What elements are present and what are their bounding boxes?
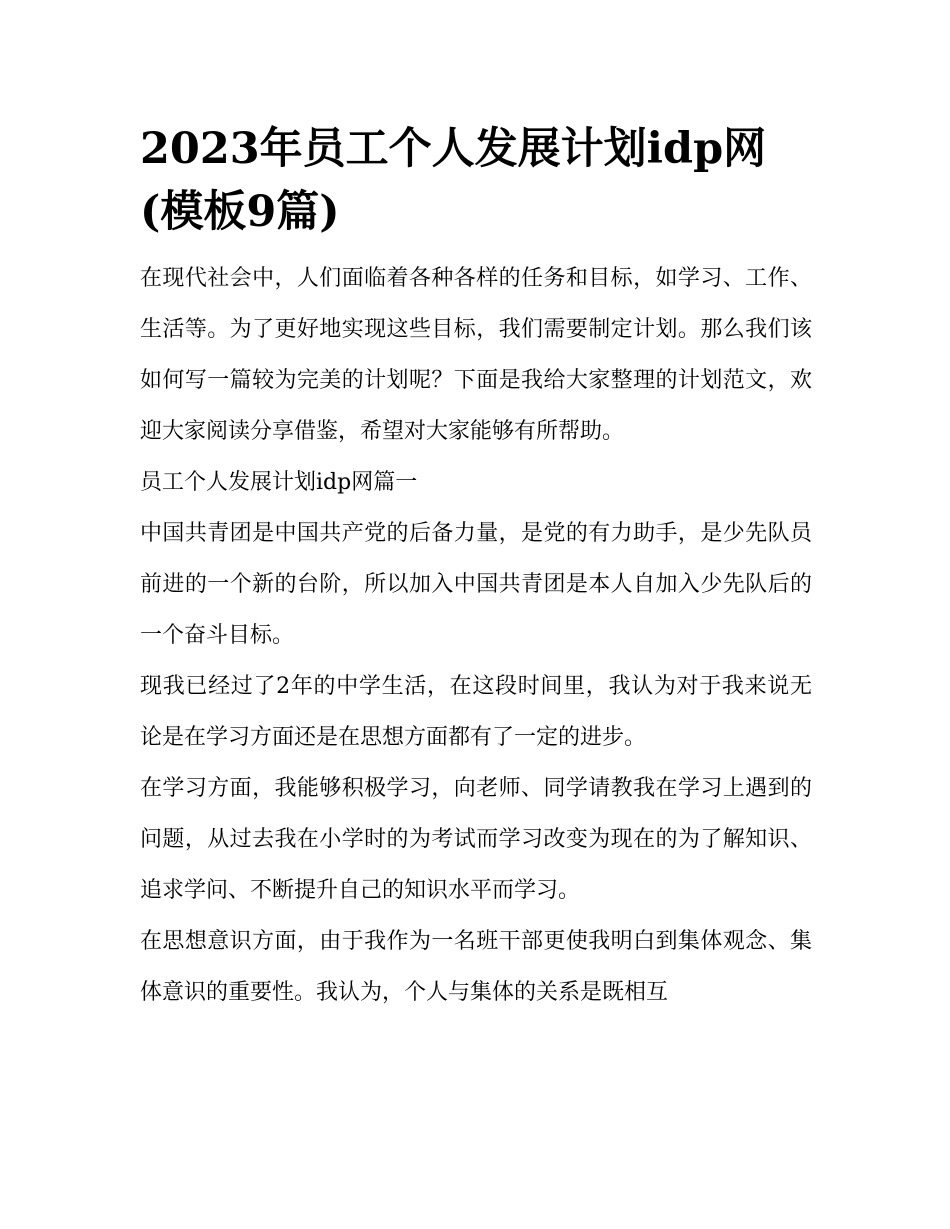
intro-paragraph: 在现代社会中，人们面临着各种各样的任务和目标，如学习、工作、生活等。为了更好地实现这些目标，我们需要制定计划。那么我们该如何写一篇较为完美的计划呢？下面是我给大家整理的计划范文，欢迎大家阅读分享借鉴，希望对大家能够有所帮助。 <box>140 266 812 444</box>
body-paragraph: 中国共青团是中国共产党的后备力量，是党的有力助手，是少先队员前进的一个新的台阶，所以加入中国共青团是本人自加入少先队后的一个奋斗目标。 <box>140 521 812 648</box>
body-paragraph: 在学习方面，我能够积极学习，向老师、同学请教我在学习上遇到的问题，从过去我在小学时的为考试而学习改变为现在的为了解知识、追求学问、不断提升自己的知识水平而学习。 <box>140 776 812 903</box>
section-heading: 员工个人发展计划idp网篇一 <box>140 470 418 495</box>
body-paragraph: 现我已经过了2年的中学生活，在这段时间里，我认为对于我来说无论是在学习方面还是在思想方面都有了一定的进步。 <box>140 674 812 750</box>
document-body <box>140 253 812 1018</box>
body-paragraph: 在思想意识方面，由于我作为一名班干部更使我明白到集体观念、集体意识的重要性。我认为，个人与集体的关系是既相互 <box>140 929 812 1005</box>
document-title: 2023年员工个人发展计划idp网(模板9篇) <box>140 124 767 237</box>
document-content <box>140 118 812 1018</box>
